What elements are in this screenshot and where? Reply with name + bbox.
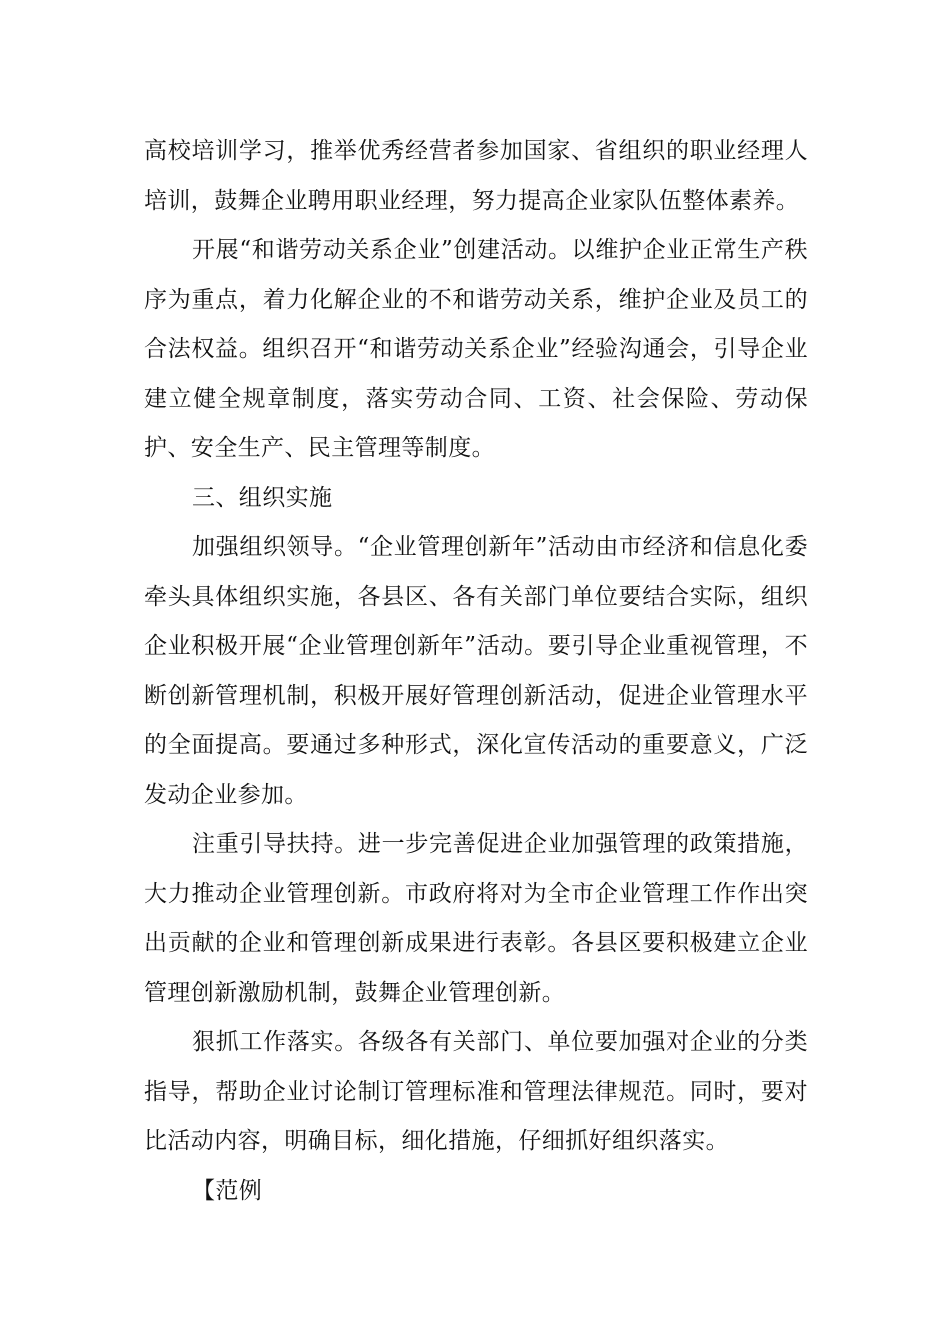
document-body (144, 127, 808, 1216)
paragraph-example-label: 【范例 (192, 1177, 263, 1204)
paragraph-continuation: 高校培训学习，推举优秀经营者参加国家、省组织的职业经理人培训，鼓舞企业聘用职业经理，努力提高企业家队伍整体素养。 (144, 138, 808, 214)
paragraph-guidance-support: 注重引导扶持。进一步完善促进企业加强管理的政策措施，大力推动企业管理创新。市政府将对为全市企业管理工作作出突出贡献的企业和管理创新成果进行表彰。各县区要积极建立企业管理创新激励机制，鼓舞企业管理创新。 (144, 831, 808, 1006)
paragraph-leadership: 加强组织领导。“企业管理创新年”活动由市经济和信息化委牵头具体组织实施，各县区、各有关部门单位要结合实际，组织企业积极开展“企业管理创新年”活动。要引导企业重视管理，不断创新管理机制，积极开展好管理创新活动，促进企业管理水平的全面提高。要通过多种形式，深化宣传活动的重要意义，广泛发动企业参加。 (144, 534, 808, 808)
paragraph-implementation: 狠抓工作落实。各级各有关部门、单位要加强对企业的分类指导，帮助企业讨论制订管理标准和管理法律规范。同时，要对比活动内容，明确目标，细化措施，仔细抓好组织落实。 (144, 1029, 808, 1154)
paragraph-harmonious-labor: 开展“和谐劳动关系企业”创建活动。以维护企业正常生产秩序为重点，着力化解企业的不和谐劳动关系，维护企业及员工的合法权益。组织召开“和谐劳动关系企业”经验沟通会，引导企业建立健全规章制度，落实劳动合同、工资、社会保险、劳动保护、安全生产、民主管理等制度。 (144, 237, 808, 461)
section-heading-organization: 三、组织实施 (192, 484, 333, 511)
